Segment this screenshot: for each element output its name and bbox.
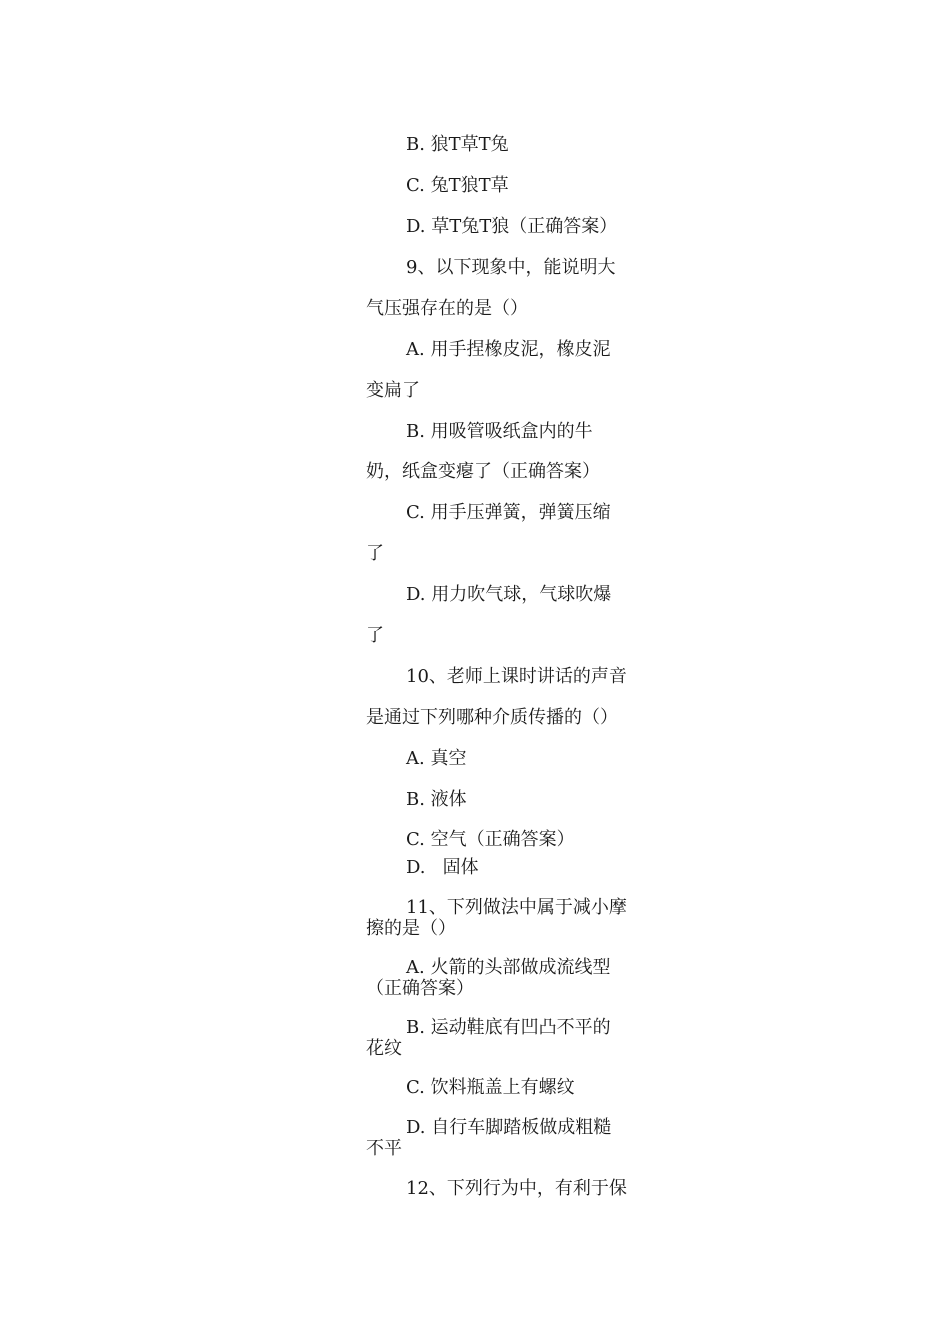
option-a-q11-line-1: A. 火箭的头部做成流线型 <box>406 957 611 978</box>
option-a-q9-line-1: A. 用手捏橡皮泥，橡皮泥 <box>406 339 611 360</box>
option-c-q9-line-1: C. 用手压弹簧，弹簧压缩 <box>406 502 611 523</box>
option-d-q10: D. 固体 <box>406 857 479 878</box>
option-d-q9-line-2: 了 <box>366 625 384 646</box>
option-c-q9-line-2: 了 <box>366 543 384 564</box>
question-11-line-1: 11、下列做法中属于减小摩 <box>406 897 627 918</box>
option-d-q8: D. 草T兔T狼（正确答案） <box>406 216 618 237</box>
option-b-q11-line-1: B. 运动鞋底有凹凸不平的 <box>406 1017 611 1038</box>
option-c-q8: C. 兔T狼T草 <box>406 175 509 196</box>
question-9-line-1: 9、以下现象中，能说明大 <box>406 257 616 278</box>
option-b-q9-line-2: 奶，纸盒变瘪了（正确答案） <box>366 461 600 482</box>
option-b-q11-line-2: 花纹 <box>366 1038 402 1059</box>
option-b-q8: B. 狼T草T兔 <box>406 134 509 155</box>
option-b-q10: B. 液体 <box>406 789 467 810</box>
option-d-q9-line-1: D. 用力吹气球，气球吹爆 <box>406 584 612 605</box>
question-9-line-2: 气压强存在的是（） <box>366 298 528 319</box>
option-c-q11: C. 饮料瓶盖上有螺纹 <box>406 1077 575 1098</box>
option-d-q11-line-2: 不平 <box>366 1138 402 1159</box>
option-a-q11-line-2: （正确答案） <box>366 978 474 999</box>
question-10-line-1: 10、老师上课时讲话的声音 <box>406 666 627 687</box>
question-12-line-1: 12、下列行为中，有利于保 <box>406 1178 627 1199</box>
option-a-q9-line-2: 变扁了 <box>366 380 420 401</box>
option-c-q10: C. 空气（正确答案） <box>406 829 575 850</box>
question-11-line-2: 擦的是（） <box>366 918 456 939</box>
option-d-q11-line-1: D. 自行车脚踏板做成粗糙 <box>406 1117 612 1138</box>
option-b-q9-line-1: B. 用吸管吸纸盒内的牛 <box>406 421 593 442</box>
option-a-q10: A. 真空 <box>406 748 467 769</box>
question-10-line-2: 是通过下列哪种介质传播的（） <box>366 707 618 728</box>
